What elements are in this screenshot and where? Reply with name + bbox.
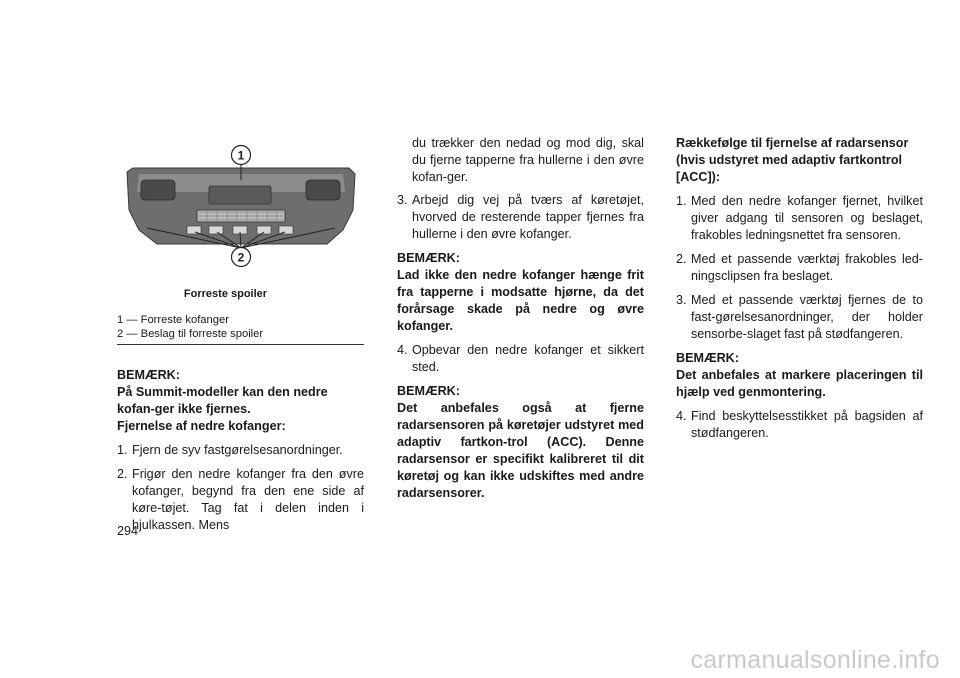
- list-item-number: 3.: [676, 293, 687, 307]
- list-item-number: 3.: [397, 193, 408, 207]
- list-item: [676, 251, 923, 285]
- note-label: BEMÆRK:: [117, 368, 180, 382]
- callout-1-label: 1: [237, 148, 245, 163]
- list-item: [397, 192, 644, 243]
- list-item: [117, 442, 364, 459]
- list-item-text: Frigør den nedre kofanger fra den øvre kofanger, begynd fra den ene side af køre-tøjet. Tag fat i delen inden i hjulkassen. Mens: [132, 467, 364, 532]
- list-item-text: Opbevar den nedre kofanger et sikkert sted.: [412, 343, 644, 374]
- list-item: [676, 292, 923, 343]
- legend-item: 1 — Forreste kofanger: [117, 314, 229, 326]
- list-item-text: Med den nedre kofanger fjernet, hvilket giver adgang til sensoren og beslaget, frakobles ledningsnettet fra sensoren.: [691, 194, 923, 242]
- list-item-text: Med et passende værktøj frakobles led-ningsclipsen fra beslaget.: [691, 252, 923, 283]
- watermark: carmanualsonline.info: [690, 646, 940, 674]
- note-label: BEMÆRK:: [397, 384, 460, 398]
- note-text: Lad ikke den nedre kofanger hænge frit fra tapperne i modsatte hjørne, da det forårsage skade på nedre og øvre kofanger.: [397, 268, 644, 333]
- list-item-text: Med et passende værktøj fjernes de to fast-gørelsesanordninger, der holder sensorbe-slaget fast på stødfangeren.: [691, 293, 923, 341]
- legend-item: 2 — Beslag til forreste spoiler: [117, 328, 264, 340]
- note-text: Det anbefales at markere placeringen til hjælp ved genmontering.: [676, 368, 923, 399]
- section-heading: Rækkefølge til fjernelse af radarsensor (hvis udstyret med adaptiv fartkontrol [ACC]):: [676, 136, 909, 184]
- list-item: [676, 408, 923, 442]
- list-item-number: 1.: [676, 194, 687, 208]
- list-item-number: 2.: [117, 467, 128, 481]
- page-number: 294: [117, 524, 139, 538]
- list-item-text: Find beskyttelsesstikket på bagsiden af stødfangeren.: [691, 409, 923, 440]
- list-item: [117, 466, 364, 534]
- note-text: På Summit-modeller kan den nedre kofan-ger ikke fjernes.: [117, 385, 328, 416]
- figure-legend: [117, 313, 364, 341]
- list-item-text: Arbejd dig vej på tværs af køretøjet, hvorved de resterende tapper fjernes fra hullerne i den øvre kofanger.: [412, 193, 644, 241]
- continued-text: du trækker den nedad og mod dig, skal du fjerne tapperne fra hullerne i den øvre kofan-ger.: [412, 136, 644, 184]
- note-label: BEMÆRK:: [397, 251, 460, 265]
- list-item-number: 2.: [676, 252, 687, 266]
- list-item-number: 1.: [117, 443, 128, 457]
- right-column: [676, 135, 923, 449]
- list-item-number: 4.: [676, 409, 687, 423]
- list-item-text: Fjern de syv fastgørelsesanordninger.: [132, 443, 343, 457]
- figure-caption: Forreste spoiler: [183, 288, 268, 300]
- callout-2-label: 2: [237, 250, 245, 265]
- list-item-number: 4.: [397, 343, 408, 357]
- middle-column: [397, 135, 644, 509]
- section-heading: Fjernelse af nedre kofanger:: [117, 419, 286, 433]
- note-text: Det anbefales også at fjerne radarsensoren på køretøjer udstyret med adaptiv fartkon-trol (ACC). Denne radarsensor er specifikt kalibreret til dit køretøj og kan ikke udskiftes med andre radarsensorer.: [397, 401, 644, 500]
- bumper-illustration: [117, 140, 364, 280]
- note-label: BEMÆRK:: [676, 351, 739, 365]
- list-item: [676, 193, 923, 244]
- front-spoiler-figure: [117, 140, 364, 280]
- list-item: [397, 342, 644, 376]
- left-column: [117, 140, 364, 541]
- legend-divider: [117, 344, 364, 345]
